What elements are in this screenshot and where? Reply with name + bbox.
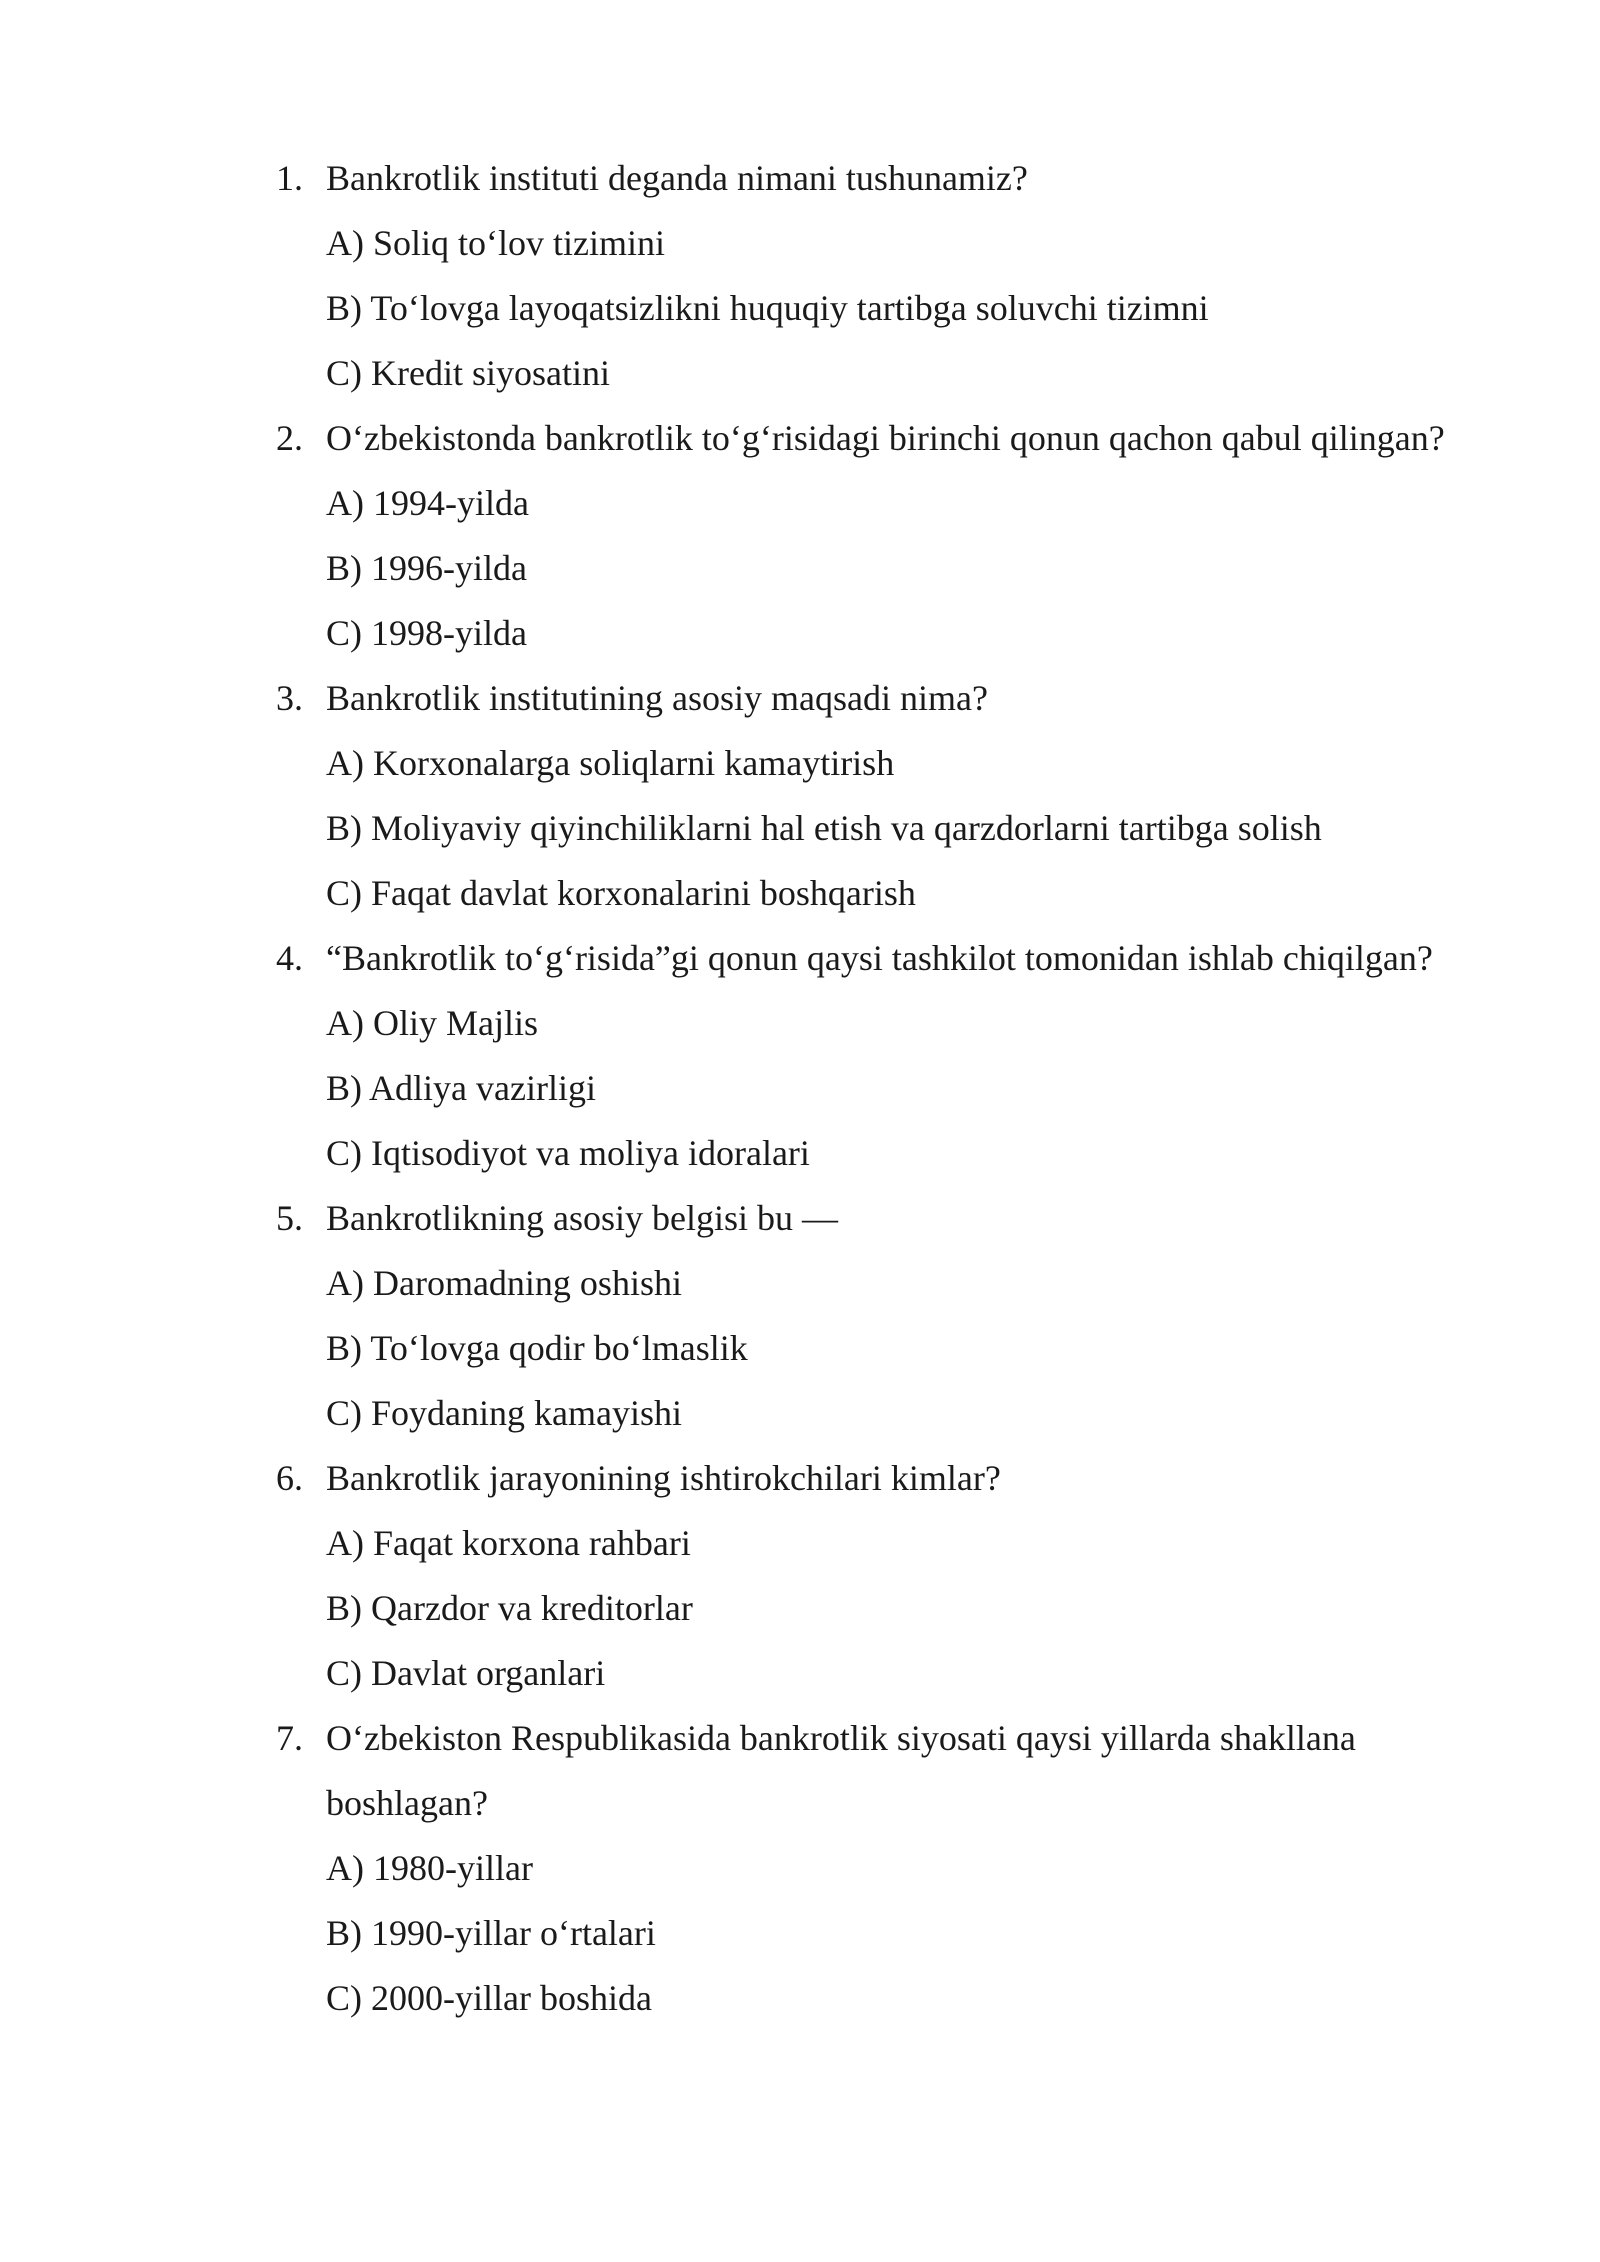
quiz-question-list [0,146,1600,2031]
question-text: Bankrotlik jarayonining ishtirokchilari kimlar? [326,1458,1001,1498]
answer-option: C) Foydaning kamayishi [326,1393,682,1433]
question-number: 6. [276,1458,303,1498]
answer-options [0,471,1600,666]
question-text: O‘zbekiston Respublikasida bankrotlik siyosati qaysi yillarda shakllana boshlagan? [326,1718,1356,1823]
answer-option: B) To‘lovga qodir bo‘lmaslik [326,1328,748,1368]
answer-option: A) 1994-yilda [326,483,529,523]
answer-options [0,731,1600,926]
answer-option: C) 1998-yilda [326,613,527,653]
question-number: 4. [276,938,303,978]
answer-option: B) 1996-yilda [326,548,527,588]
answer-option: A) Korxonalarga soliqlarni kamaytirish [326,743,895,783]
question-number: 1. [276,158,303,198]
answer-option: A) 1980-yillar [326,1848,533,1888]
answer-option: A) Soliq to‘lov tizimini [326,223,665,263]
question-text: O‘zbekistonda bankrotlik to‘g‘risidagi birinchi qonun qachon qabul qilingan? [326,418,1445,458]
question-number: 2. [276,418,303,458]
answer-options [0,1836,1600,2031]
answer-option: C) Kredit siyosatini [326,353,610,393]
answer-option: B) 1990-yillar o‘rtalari [326,1913,656,1953]
answer-options [0,1251,1600,1446]
question-number: 7. [276,1718,303,1758]
question-item [0,146,1600,406]
question-item [0,1446,1600,1706]
answer-option: A) Oliy Majlis [326,1003,538,1043]
answer-options [0,1511,1600,1706]
question-number: 5. [276,1198,303,1238]
answer-options [0,211,1600,406]
question-item [0,406,1600,666]
answer-option: B) Moliyaviy qiyinchiliklarni hal etish va qarzdorlarni tartibga solish [326,808,1322,848]
question-text: Bankrotlik institutining asosiy maqsadi nima? [326,678,988,718]
question-item [0,1186,1600,1446]
answer-option: A) Daromadning oshishi [326,1263,682,1303]
question-text: Bankrotlikning asosiy belgisi bu — [326,1198,838,1238]
question-text: Bankrotlik instituti deganda nimani tushunamiz? [326,158,1028,198]
answer-option: C) Iqtisodiyot va moliya idoralari [326,1133,810,1173]
answer-option: C) 2000-yillar boshida [326,1978,652,2018]
question-item [0,666,1600,926]
question-number: 3. [276,678,303,718]
answer-options [0,991,1600,1186]
answer-option: B) To‘lovga layoqatsizlikni huquqiy tartibga soluvchi tizimni [326,288,1209,328]
question-item [0,1706,1600,2031]
answer-option: B) Adliya vazirligi [326,1068,596,1108]
answer-option: A) Faqat korxona rahbari [326,1523,691,1563]
answer-option: B) Qarzdor va kreditorlar [326,1588,693,1628]
question-item [0,926,1600,1186]
answer-option: C) Davlat organlari [326,1653,606,1693]
answer-option: C) Faqat davlat korxonalarini boshqarish [326,873,916,913]
question-text: “Bankrotlik to‘g‘risida”gi qonun qaysi tashkilot tomonidan ishlab chiqilgan? [326,938,1433,978]
